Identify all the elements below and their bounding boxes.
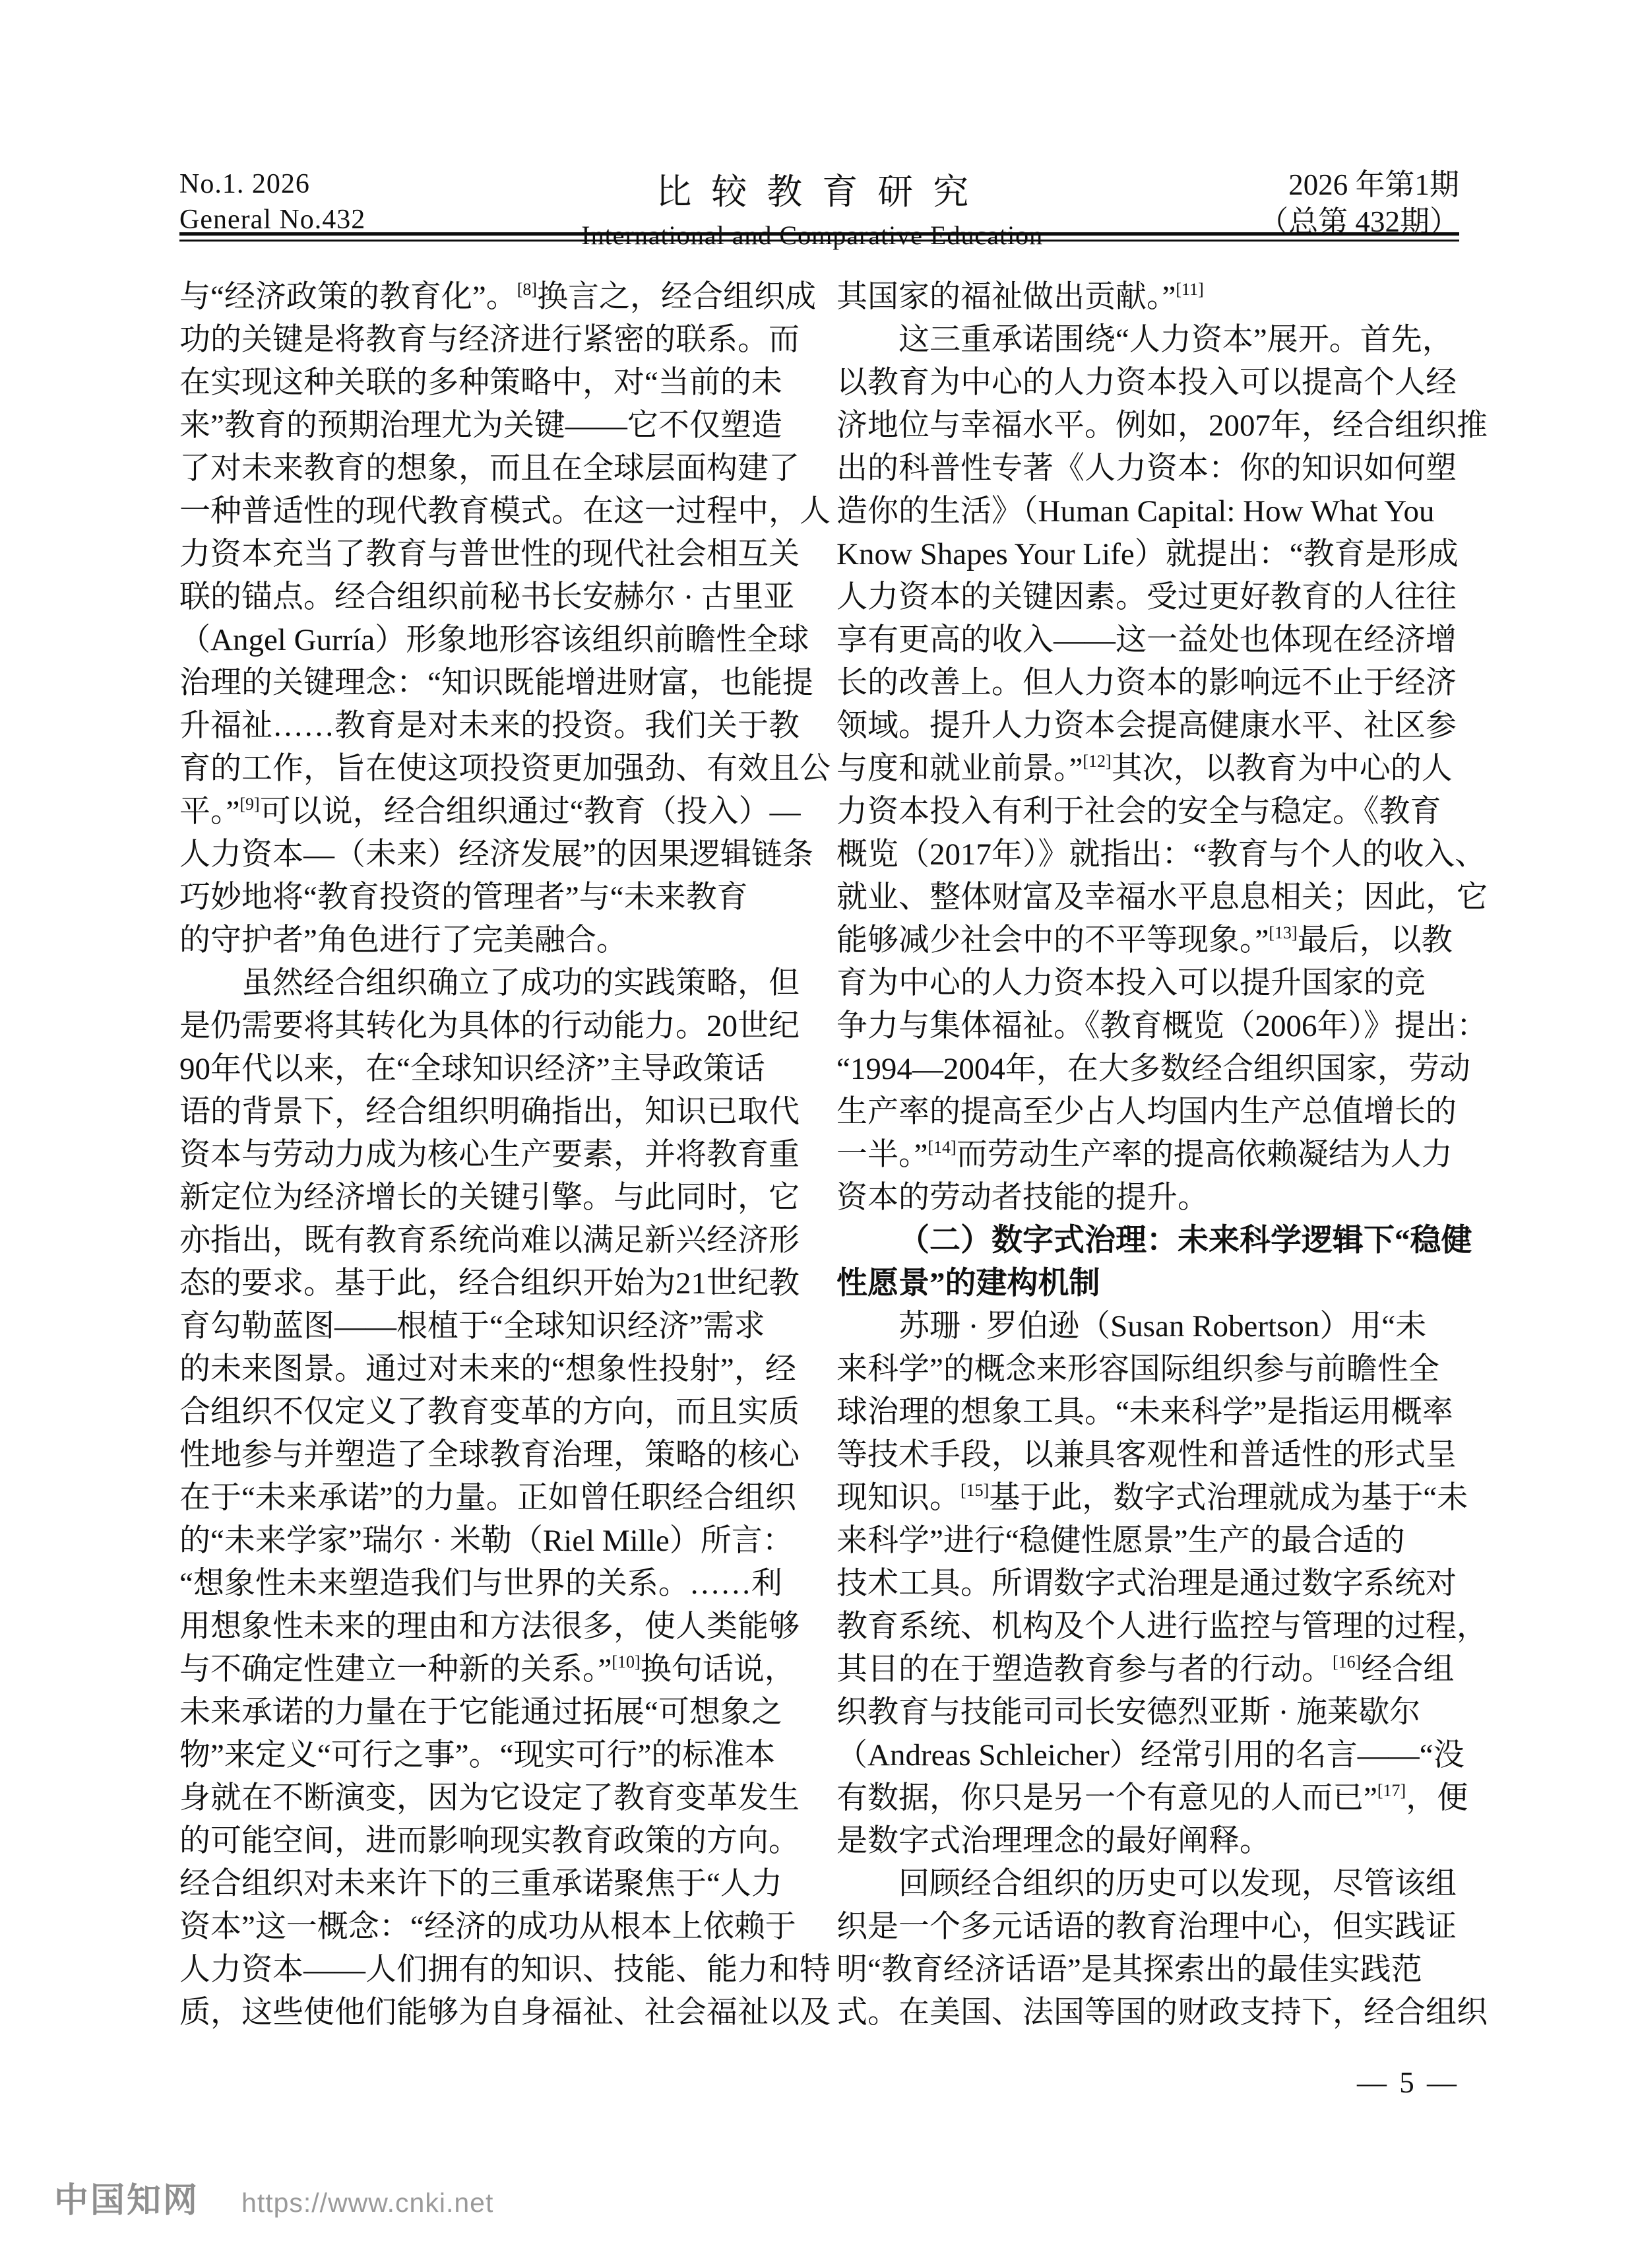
text-line: 有数据，你只是另一个有意见的人而已”[17]，便 (836, 1781, 1468, 1815)
text-line: 来科学”进行“稳健性愿景”生产的最合适的 (836, 1524, 1405, 1558)
text-line: 态的要求。基于此，经合组织开始为21世纪教 (179, 1266, 800, 1301)
cnki-url[interactable]: https://www.cnki.net (241, 2187, 494, 2218)
text-line: 联的锚点。经合组织前秘书长安赫尔 · 古里亚 (179, 580, 795, 614)
text-line: 与不确定性建立一种新的关系。”[10]换句话说， (179, 1652, 796, 1687)
text-line: 享有更高的收入——这一益处也体现在经济增 (836, 623, 1457, 657)
text-line: 身就在不断演变，因为它设定了教育变革发生 (179, 1781, 800, 1815)
text-line: 等技术手段，以兼具客观性和普适性的形式呈 (836, 1438, 1457, 1472)
text-line: 90年代以来，在“全球知识经济”主导政策话 (179, 1052, 765, 1086)
text-line: 育为中心的人力资本投入可以提升国家的竞 (836, 966, 1426, 1000)
text-line: 长的改善上。但人力资本的影响远不止于经济 (836, 666, 1457, 700)
text-line: 技术工具。所谓数字式治理是通过数字系统对 (836, 1567, 1457, 1601)
text-line: 教育系统、机构及个人进行监控与管理的过程， (836, 1609, 1488, 1644)
text-line: 明“教育经济话语”是其探索出的最佳实践范 (836, 1953, 1422, 1987)
text-line: 现知识。[15]基于此，数字式治理就成为基于“未 (836, 1481, 1468, 1515)
text-line: 资本与劳动力成为核心生产要素，并将教育重 (179, 1138, 800, 1172)
text-line: （二）数字式治理：未来科学逻辑下“稳健 (898, 1223, 1472, 1258)
text-line: 新定位为经济增长的关键引擎。与此同时，它 (179, 1181, 800, 1215)
text-line: 其国家的福祉做出贡献。”[11] (836, 280, 1204, 314)
text-line: 与度和就业前景。”[12]其次，以教育为中心的人 (836, 752, 1453, 786)
text-line: 织教育与技能司司长安德烈亚斯 · 施莱歇尔 (836, 1695, 1421, 1730)
text-line: 是仍需要将其转化为具体的行动能力。20世纪 (179, 1009, 800, 1043)
text-line: 育的工作，旨在使这项投资更加强劲、有效且公 (179, 752, 831, 786)
text-line: 苏珊 · 罗伯逊（Susan Robertson）用“未 (898, 1309, 1427, 1344)
text-line: 力资本充当了教育与普世性的现代社会相互关 (179, 537, 800, 571)
text-line: 生产率的提高至少占人均国内生产总值增长的 (836, 1095, 1457, 1129)
text-line: 一半。”[14]而劳动生产率的提高依赖凝结为人力 (836, 1138, 1453, 1172)
journal-title-en: International and Comparative Education (581, 220, 1044, 250)
text-line: 就业、整体财富及幸福水平息息相关；因此，它 (836, 880, 1488, 915)
text-line: 物”来定义“可行之事”。“现实可行”的标准本 (179, 1738, 776, 1772)
page-number: — 5 — (1357, 2066, 1459, 2099)
text-line: 出的科普性专著《人力资本：你的知识如何塑 (836, 451, 1457, 486)
text-line: 质，这些使他们能够为自身福祉、社会福祉以及 (179, 1995, 831, 2030)
header-left (179, 166, 365, 238)
text-line: 虽然经合组织确立了成功的实践策略，但 (241, 966, 800, 1000)
text-line: 一种普适性的现代教育模式。在这一过程中，人 (179, 494, 831, 529)
text-line: 式。在美国、法国等国的财政支持下，经合组织 (836, 1995, 1488, 2030)
divider-thick-line (179, 232, 1459, 236)
text-line: 与“经济政策的教育化”。[8]换言之，经合组织成 (179, 280, 817, 314)
text-line: “1994—2004年，在大多数经合组织国家，劳动 (836, 1052, 1470, 1086)
text-line: 以教育为中心的人力资本投入可以提高个人经 (836, 366, 1457, 400)
text-line: 造你的生活》（Human Capital: How What You (836, 494, 1435, 529)
column-right (836, 276, 1488, 2034)
text-line: 性地参与并塑造了全球教育治理，策略的核心 (179, 1438, 800, 1472)
text-line: 资本”这一概念：“经济的成功从根本上依赖于 (179, 1910, 796, 1944)
text-line: 在于“未来承诺”的力量。正如曾任职经合组织 (179, 1481, 796, 1515)
text-line: 育勾勒蓝图——根植于“全球知识经济”需求 (179, 1309, 765, 1344)
text-line: 巧妙地将“教育投资的管理者”与“未来教育 (179, 880, 748, 915)
text-line: 概览（2017年）》就指出：“教育与个人的收入、 (836, 837, 1486, 872)
text-line: Know Shapes Your Life）就提出：“教育是形成 (836, 537, 1459, 571)
text-line: 未来承诺的力量在于它能通过拓展“可想象之 (179, 1695, 782, 1730)
text-line: 来科学”的概念来形容国际组织参与前瞻性全 (836, 1352, 1439, 1386)
text-line: 争力与集体福祉。《教育概览（2006年）》提出： (836, 1009, 1488, 1043)
article-body (179, 276, 1488, 2034)
header-divider (179, 232, 1459, 242)
text-line: （Angel Gurría）形象地形容该组织前瞻性全球 (179, 623, 809, 657)
text-line: 济地位与幸福水平。例如，2007年，经合组织推 (836, 408, 1488, 443)
volume-info: （总第 432期） (1259, 205, 1459, 238)
text-line: 能够减少社会中的不平等现象。”[13]最后，以教 (836, 923, 1453, 957)
journal-title-zh: 比较教育研究 (656, 172, 989, 212)
text-line: 人力资本的关键因素。受过更好教育的人往往 (836, 580, 1457, 614)
text-line: 功的关键是将教育与经济进行紧密的联系。而 (179, 323, 800, 357)
text-line: 合组织不仅定义了教育变革的方向，而且实质 (179, 1395, 800, 1429)
cnki-footer (54, 2172, 493, 2222)
issue-number: No.1. 2026 (179, 169, 310, 199)
text-line: 的可能空间，进而影响现实教育政策的方向。 (179, 1824, 800, 1858)
text-line: 这三重承诺围绕“人力资本”展开。首先， (898, 323, 1453, 357)
column-left (179, 276, 831, 2034)
text-line: 其目的在于塑造教育参与者的行动。[16]经合组 (836, 1652, 1455, 1687)
text-line: 亦指出，既有教育系统尚难以满足新兴经济形 (179, 1223, 800, 1258)
text-line: 的未来图景。通过对未来的“想象性投射”，经 (179, 1352, 796, 1386)
text-line: 人力资本—（未来）经济发展”的因果逻辑链条 (179, 837, 813, 872)
text-line: “想象性未来塑造我们与世界的关系。……利 (179, 1567, 782, 1601)
text-line: 在实现这种关联的多种策略中，对“当前的未 (179, 366, 782, 400)
text-line: 性愿景”的建构机制 (836, 1266, 1100, 1301)
cnki-logo: 中国知网 (54, 2182, 200, 2220)
text-line: 治理的关键理念：“知识既能增进财富，也能提 (179, 666, 813, 700)
text-line: 的“未来学家”瑞尔 · 米勒（Riel Mille）所言： (179, 1524, 794, 1558)
text-line: 球治理的想象工具。“未来科学”是指运用概率 (836, 1395, 1453, 1429)
text-line: 资本的劳动者技能的提升。 (836, 1181, 1209, 1215)
header-right (1259, 166, 1459, 240)
text-line: 来”教育的预期治理尤为关键——它不仅塑造 (179, 408, 782, 443)
text-line: 平。”[9]可以说，经合组织通过“教育（投入）— (179, 794, 801, 829)
text-line: 用想象性未来的理由和方法很多，使人类能够 (179, 1609, 800, 1644)
text-line: 回顾经合组织的历史可以发现，尽管该组 (898, 1867, 1457, 1901)
issue-info: 2026 年第1期 (1288, 168, 1459, 201)
text-line: 人力资本——人们拥有的知识、技能、能力和特 (179, 1953, 831, 1987)
text-line: 语的背景下，经合组织明确指出，知识已取代 (179, 1095, 800, 1129)
text-line: （Andreas Schleicher）经常引用的名言——“没 (836, 1738, 1464, 1772)
divider-thin-line (179, 240, 1459, 242)
text-line: 织是一个多元话语的教育治理中心，但实践证 (836, 1910, 1457, 1944)
general-number: General No.432 (179, 205, 366, 235)
text-line: 的守护者”角色进行了完美融合。 (179, 923, 627, 957)
text-line: 是数字式治理理念的最好阐释。 (836, 1824, 1271, 1858)
text-line: 力资本投入有利于社会的安全与稳定。《教育 (836, 794, 1441, 829)
text-line: 经合组织对未来许下的三重承诺聚焦于“人力 (179, 1867, 782, 1901)
text-line: 升福祉……教育是对未来的投资。我们关于教 (179, 709, 800, 743)
text-line: 了对未来教育的想象，而且在全球层面构建了 (179, 451, 800, 486)
text-line: 领域。提升人力资本会提高健康水平、社区参 (836, 709, 1457, 743)
